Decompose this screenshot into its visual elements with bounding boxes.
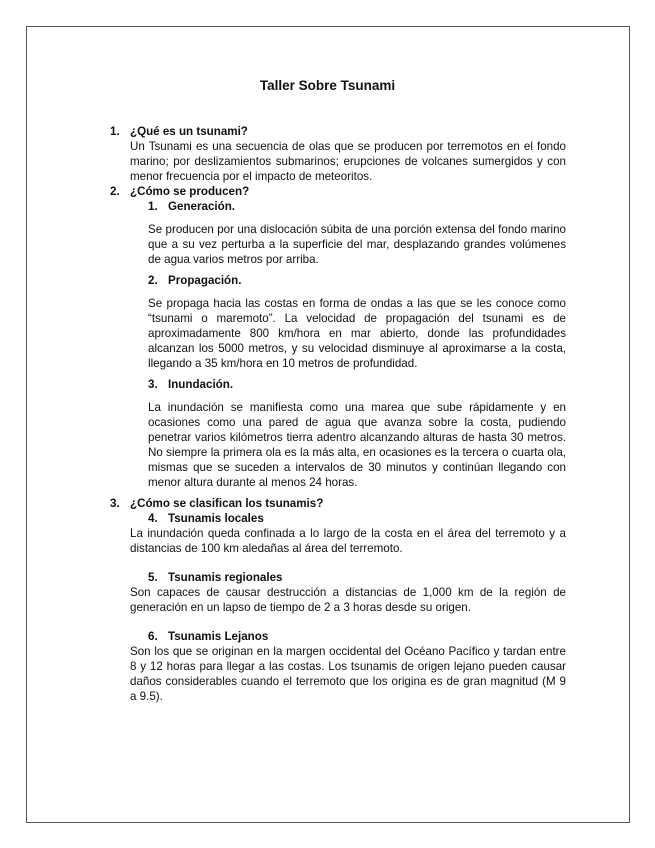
subsection-heading	[106, 377, 566, 392]
section-heading	[106, 496, 566, 511]
subsection-heading	[106, 629, 566, 644]
subsection-number: 4.	[148, 512, 158, 525]
section-title: ¿Cómo se clasifican los tsunamis?	[130, 497, 324, 510]
section-number: 2.	[110, 185, 120, 198]
section-heading	[106, 124, 566, 139]
subsection-title: Propagación.	[168, 274, 242, 287]
subsection-paragraph: Son los que se originan en la margen occidental del Océano Pacífico y tardan entre 8 y 12 horas para llegar a las costas. Los tsunamis de origen lejano pueden causar daños considerables cuando el terremoto que los origina es de gran magnitud (M 9 a 9.5).	[130, 645, 566, 703]
subsection-title: Generación.	[168, 200, 236, 213]
subsection-paragraph: La inundación queda confinada a lo largo de la costa en el área del terremoto y a distancias de 100 km aledañas al área del terremoto.	[130, 527, 566, 555]
subsection-title: Inundación.	[168, 378, 234, 391]
section-number: 1.	[110, 125, 120, 138]
section-title: ¿Cómo se producen?	[130, 185, 250, 198]
subsection-heading	[106, 511, 566, 526]
section-heading	[106, 184, 566, 199]
subsection-title: Tsunamis locales	[168, 512, 264, 525]
section-number: 3.	[110, 497, 120, 510]
document-title: Taller Sobre Tsunami	[259, 78, 396, 93]
subsection-number: 5.	[148, 571, 158, 584]
subsection-number: 3.	[148, 378, 158, 391]
subsection-paragraph: Se producen por una dislocación súbita de una porción extensa del fondo marino que a su vez perturba a la superficie del mar, desplazando grandes volúmenes de agua varios metros por arriba.	[148, 223, 566, 266]
subsection-paragraph: Son capaces de causar destrucción a distancias de 1,000 km de la región de generación en un lapso de tiempo de 2 a 3 horas desde su origen.	[130, 586, 566, 614]
document-body	[106, 124, 566, 704]
subsection-number: 2.	[148, 274, 158, 287]
subsection-number: 1.	[148, 200, 158, 213]
section-title: ¿Qué es un tsunami?	[130, 125, 248, 138]
subsection-number: 6.	[148, 630, 158, 643]
subsection-paragraph: Se propaga hacia las costas en forma de ondas a las que se les conoce como “tsunami o maremoto”. La velocidad de propagación del tsunami es de aproximadamente 800 km/hora en mar abierto, donde las profundidades alcanzan los 5000 metros, y su velocidad disminuye al aproximarse a la costa, llegando a 35 km/hora en 10 metros de profundidad.	[148, 297, 566, 370]
subsection-heading	[106, 570, 566, 585]
subsection-title: Tsunamis Lejanos	[168, 630, 269, 643]
subsection-title: Tsunamis regionales	[168, 571, 283, 584]
subsection-paragraph: La inundación se manifiesta como una marea que sube rápidamente y en ocasiones como una pared de agua que avanza sobre la costa, pudiendo penetrar varios kilómetros tierra adentro alcanzando alturas de hasta 30 metros. No siempre la primera ola es la más alta, en ocasiones es la tercera o cuarta ola, mismas que se suceden a intervalos de 30 minutos y continúan llegando con menor altura durante al menos 24 horas.	[148, 401, 566, 489]
subsection-heading	[106, 273, 566, 288]
subsection-heading	[106, 199, 566, 214]
section-paragraph: Un Tsunami es una secuencia de olas que se producen por terremotos en el fondo marino; por deslizamientos submarinos; erupciones de volcanes sumergidos y con menor frecuencia por el impacto de meteoritos.	[130, 140, 566, 183]
